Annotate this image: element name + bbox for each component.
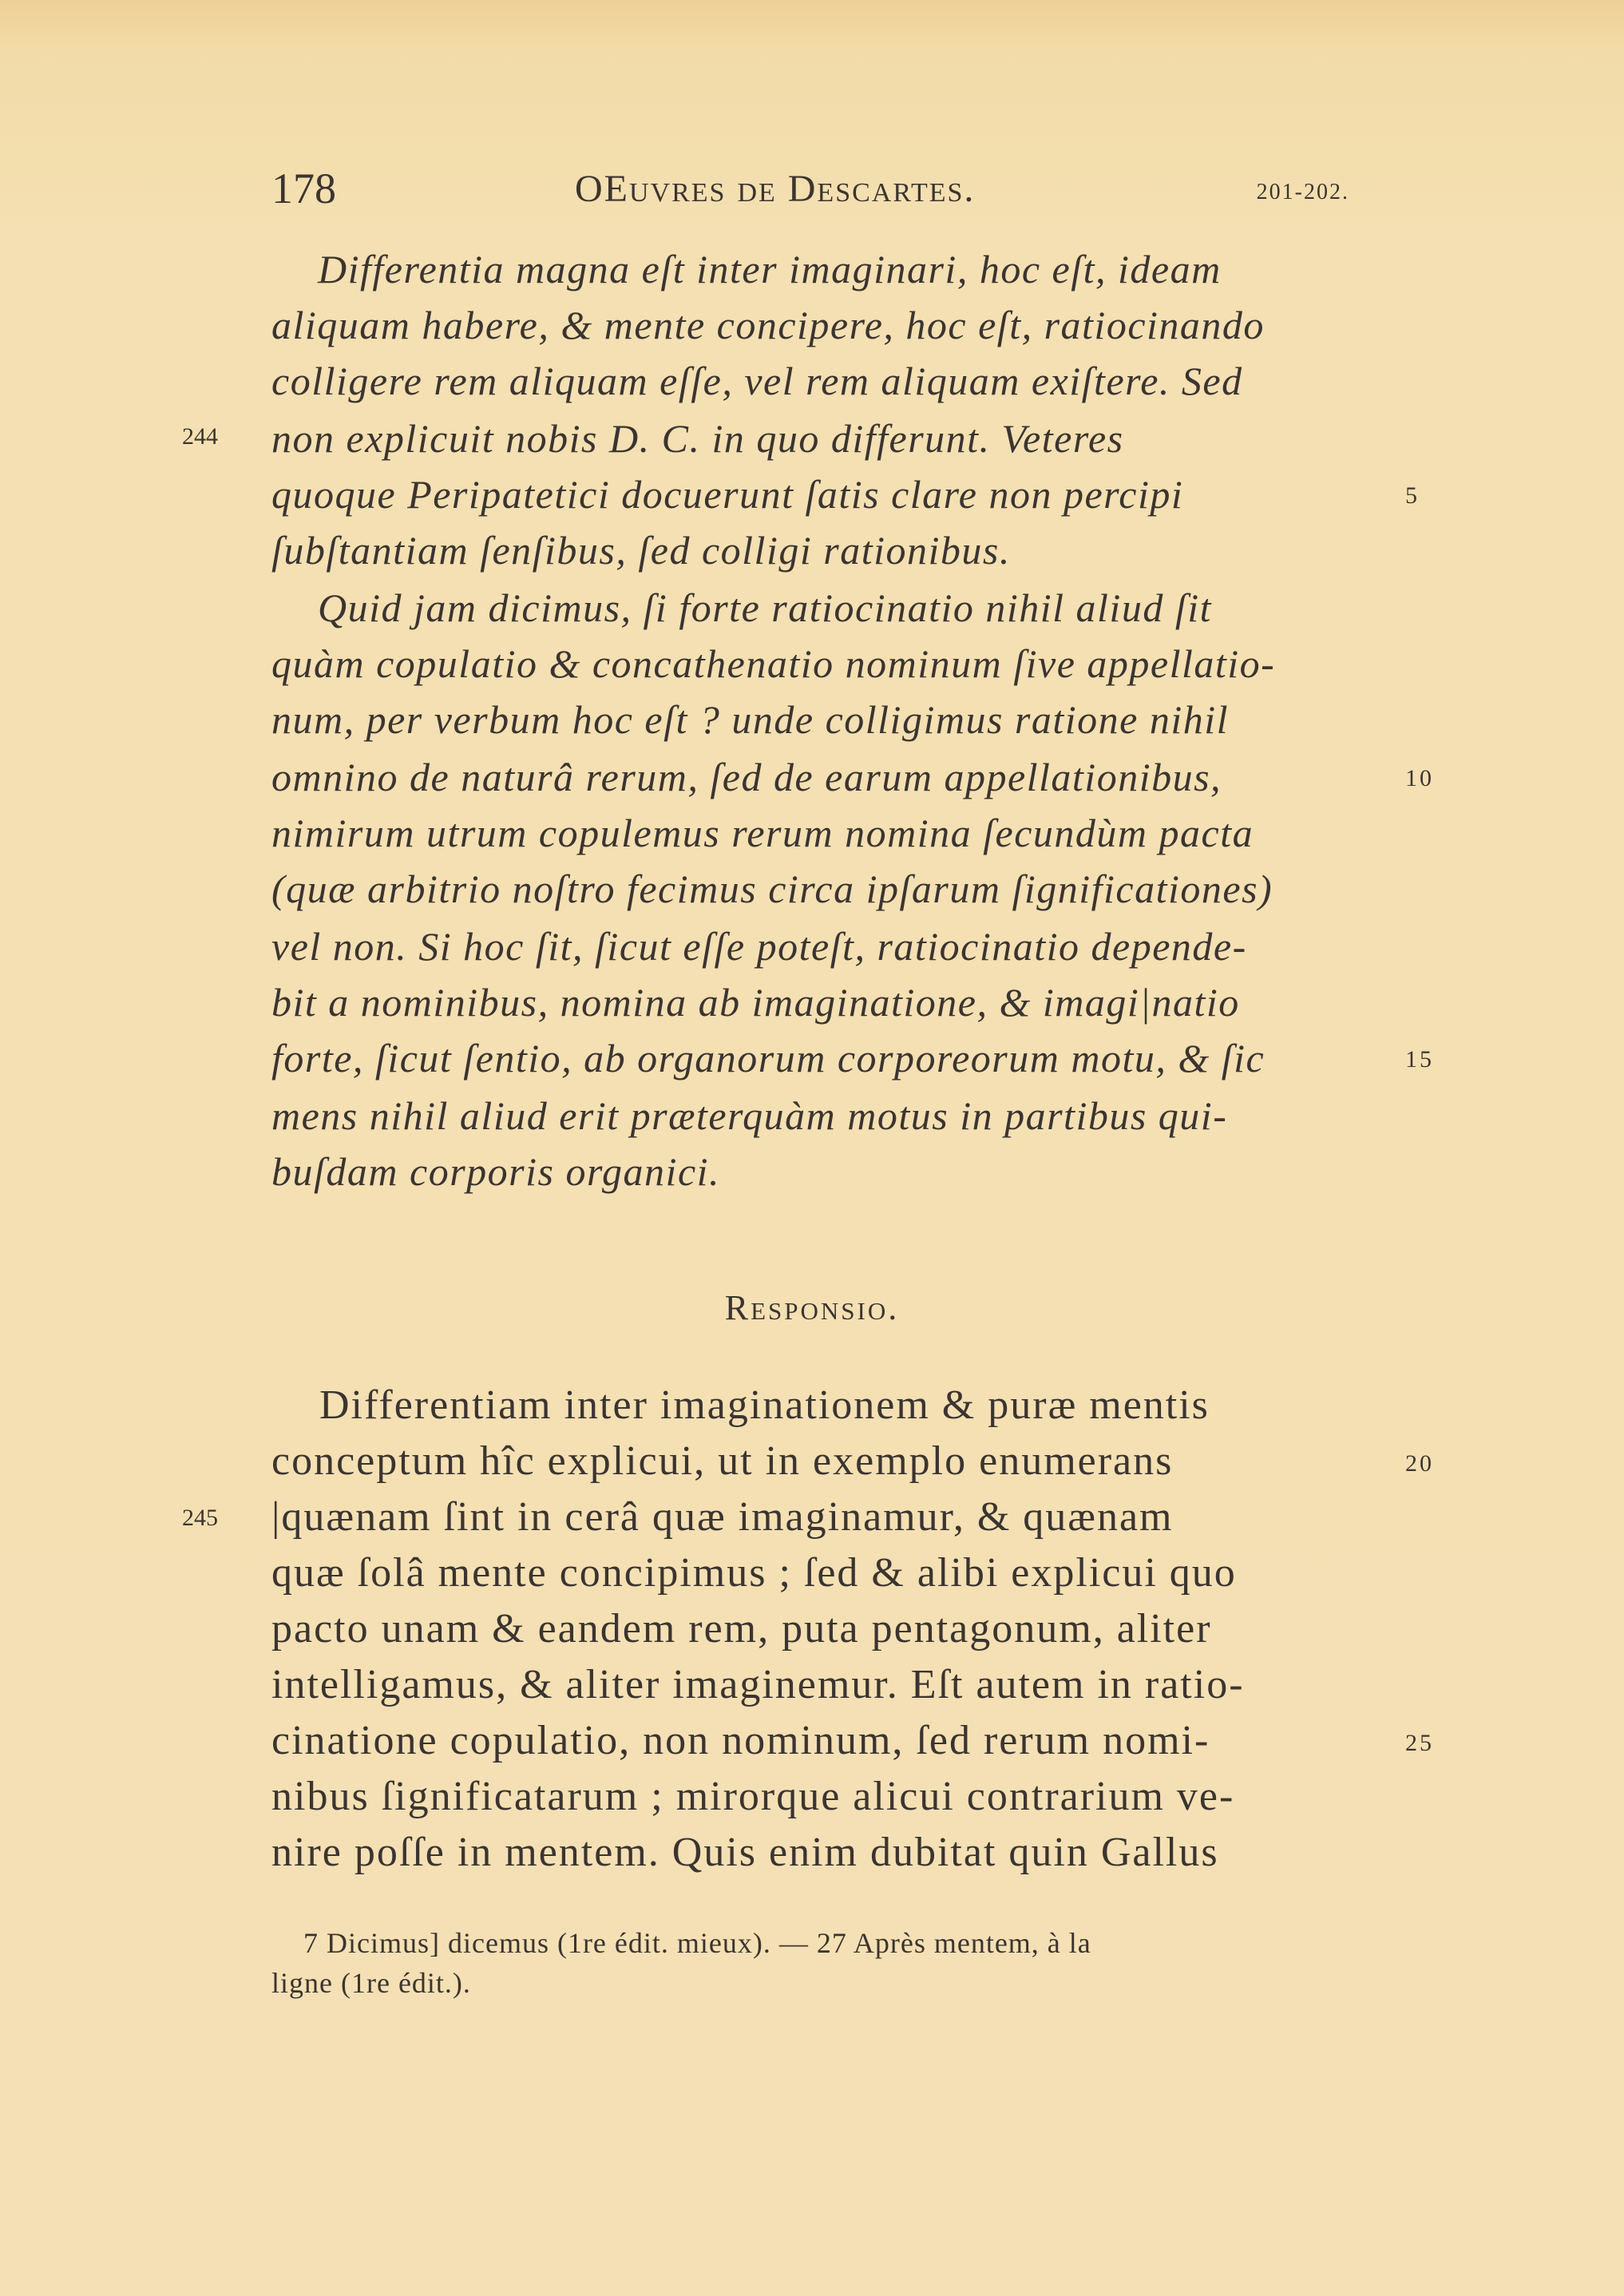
- objection-line: ſubſtantiam ſenſibus, ſed colligi rationibus.: [271, 528, 1011, 573]
- objection-line: quoque Peripatetici docuerunt ſatis clare non percipi: [271, 472, 1184, 517]
- margin-line-number: 15: [1405, 1046, 1434, 1073]
- objection-line: aliquam habere, & mente concipere, hoc eſt, ratiocinando: [271, 303, 1265, 347]
- response-line: nibus ſignificatarum ; mirorque alicui contrarium ve-: [271, 1774, 1235, 1819]
- margin-line-number: 10: [1405, 765, 1434, 791]
- running-header: [271, 164, 1349, 220]
- objection-line: (quæ arbitrio noſtro fecimus circa ipſarum ſignificationes): [271, 866, 1273, 911]
- margin-page-marker: 245: [182, 1505, 218, 1531]
- response-line: conceptum hîc explicui, ut in exemplo enumerans: [271, 1438, 1174, 1484]
- objection-line: non explicuit nobis D. C. in quo differunt. Veteres: [271, 416, 1124, 461]
- footnote-line: 7 Dicimus] dicemus (1re édit. mieux). — 27 Après mentem, à la: [303, 1927, 1091, 1959]
- objection-line: omnino de naturâ rerum, ſed de earum appellationibus,: [271, 755, 1222, 799]
- margin-line-number: 20: [1405, 1450, 1434, 1477]
- response-line: pacto unam & eandem rem, puta pentagonum, aliter: [271, 1606, 1212, 1652]
- response-line: intelligamus, & aliter imaginemur. Eſt autem in ratio-: [271, 1662, 1245, 1707]
- objection-line: Differentia magna eſt inter imaginari, hoc eſt, ideam: [318, 247, 1222, 291]
- objection-line: Quid jam dicimus, ſi forte ratiocinatio nihil aliud ſit: [318, 585, 1212, 630]
- objection-line: colligere rem aliquam eſſe, vel rem aliquam exiſtere. Sed: [271, 359, 1243, 403]
- objection-line: mens nihil aliud erit præterquàm motus in partibus qui-: [271, 1093, 1228, 1138]
- page-number: 178: [271, 165, 336, 212]
- objection-line: nimirum utrum copulemus rerum nomina ſecundùm pacta: [271, 811, 1254, 855]
- margin-line-number: 5: [1405, 482, 1420, 509]
- response-line: nire poſſe in mentem. Quis enim dubitat quin Gallus: [271, 1830, 1219, 1875]
- objection-line: buſdam corporis organici.: [271, 1149, 721, 1194]
- footnote-line: ligne (1re édit.).: [271, 1967, 471, 1999]
- page-reference: 201-202.: [1256, 180, 1349, 204]
- running-title: OEuvres de Descartes.: [575, 168, 976, 210]
- objection-line: num, per verbum hoc eſt ? unde colligimus ratione nihil: [271, 697, 1230, 742]
- objection-line: bit a nominibus, nomina ab imaginatione, & imagi|natio: [271, 980, 1240, 1025]
- section-heading: Responsio.: [724, 1288, 900, 1327]
- response-line: |quænam ſint in cerâ quæ imaginamur, & quænam: [271, 1494, 1174, 1540]
- objection-line: vel non. Si hoc ſit, ſicut eſſe poteſt, ratiocinatio depende-: [271, 924, 1247, 969]
- objection-line: forte, ſicut ſentio, ab organorum corporeorum motu, & ſic: [271, 1036, 1266, 1081]
- response-line: cinatione copulatio, non nominum, ſed rerum nomi-: [271, 1718, 1210, 1763]
- margin-line-number: 25: [1405, 1730, 1434, 1756]
- margin-page-marker: 244: [182, 423, 218, 450]
- response-line: quæ ſolâ mente concipimus ; ſed & alibi explicui quo: [271, 1550, 1237, 1596]
- response-line: Differentiam inter imaginationem & puræ mentis: [319, 1382, 1210, 1428]
- objection-line: quàm copulatio & concathenatio nominum ſive appellatio-: [271, 641, 1276, 686]
